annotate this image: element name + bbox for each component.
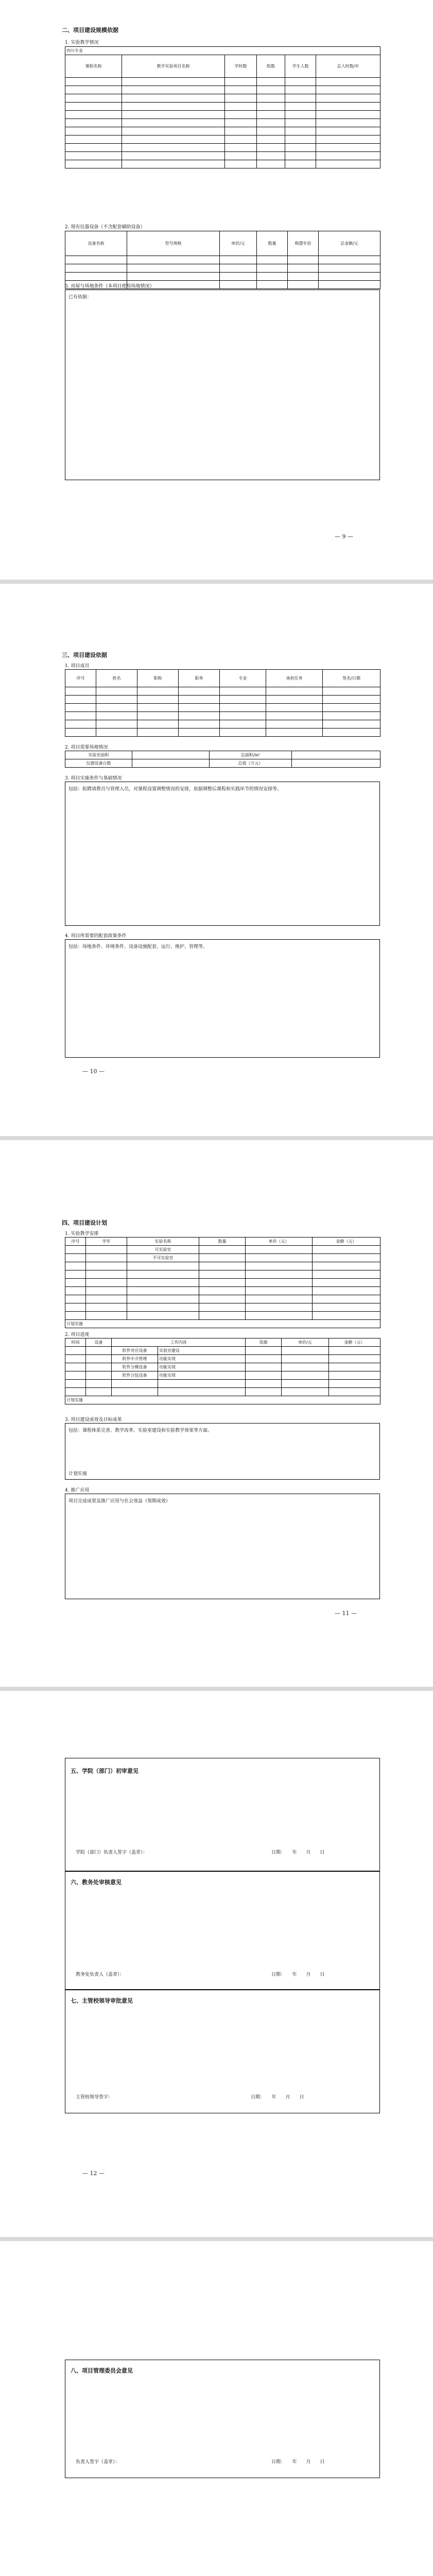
table-row (65, 111, 380, 119)
signature-label: 学院（部门）负责人签字（盖章）： (76, 1850, 148, 1855)
page-10 (0, 584, 433, 1136)
subsection-title: 3. 项目建设成效及目标成果 (65, 1417, 122, 1422)
field-label: 已有依据： (68, 295, 92, 300)
col-header: 承担任务 (266, 670, 323, 687)
page-9 (0, 0, 433, 580)
table-row (65, 94, 380, 103)
date-label: 日期： 年 月 日 (271, 2460, 325, 2465)
col-header: 工作内容 (112, 1338, 246, 1347)
col-header: 设备 (86, 1338, 112, 1347)
section-title: 四、项目建设计划 (62, 1219, 107, 1226)
schedule-table (65, 1338, 380, 1404)
field-label: 总面积/m² (210, 751, 292, 759)
table-row (65, 144, 380, 152)
opinion-title: 七、主管校领导审批意见 (71, 1997, 133, 2004)
col-header: 实验名称 (127, 1238, 199, 1246)
table-row (65, 1295, 380, 1303)
col-header: 数量 (199, 1238, 246, 1246)
table-row (65, 1347, 380, 1355)
row-label: 软件分包设备 (112, 1371, 158, 1380)
table-row (65, 273, 380, 281)
page-separator (0, 2237, 433, 2241)
row-value: 功能实现 (158, 1371, 246, 1380)
col-header: 学时数 (225, 55, 257, 78)
col-header: 学生人数 (285, 55, 316, 78)
opinion-box-committee (65, 2360, 380, 2478)
table-row (65, 712, 380, 720)
table-caption: 四川专业 (65, 47, 380, 55)
table-row (65, 696, 380, 704)
equipment-table (65, 231, 380, 289)
opinion-title: 八、项目管理委员会意见 (71, 2367, 133, 2374)
table-row (65, 728, 380, 737)
col-header: 单价/元 (220, 231, 257, 256)
col-header: 职务 (179, 670, 220, 687)
outcomes-box (65, 1423, 380, 1480)
table-row (65, 135, 380, 144)
page-number: — 10 — (82, 1068, 105, 1075)
policy-box (65, 939, 380, 1058)
col-header: 设备名称 (65, 231, 127, 256)
opinion-box-academic (65, 1871, 380, 1990)
field-hint: 包括：拟聘请教员与管理人员，对课程设置调整情况的安排，依据调整后课程和实践环节的情况安排等。 (68, 787, 282, 792)
signature-label: 主管校领导签字： (76, 2095, 113, 2100)
table-row (65, 704, 380, 712)
table-row (65, 1355, 380, 1363)
members-table (65, 669, 380, 737)
field-hint: 项目完成成果及推广应用与社会效益（预期成效） (68, 1499, 171, 1504)
col-header: 签名/日期 (323, 670, 380, 687)
field-label: 总值（万元） (210, 759, 292, 768)
table-footer: 计划实施 (65, 1396, 380, 1404)
table-row (65, 160, 380, 168)
col-header: 单价（元） (246, 1238, 313, 1246)
signature-label: 教务处负责人（盖章）： (76, 1972, 125, 1977)
table-row (65, 1388, 380, 1396)
table-row (65, 119, 380, 127)
section-title: 三、项目建设依据 (62, 652, 107, 658)
subsection-title: 2. 现有仪器设备（不含配套辅助设备） (65, 225, 145, 230)
table-row (65, 1262, 380, 1270)
page-number: — 11 — (335, 1610, 357, 1617)
table-row (65, 1303, 380, 1312)
row-label: 软件中介管理 (112, 1355, 158, 1363)
col-header: 金额（元） (313, 1238, 380, 1246)
page-number: — 9 — (335, 533, 353, 540)
col-header: 序号 (65, 670, 96, 687)
row-label: 可实验室 (127, 1246, 199, 1254)
opinion-title: 六、教务处审核意见 (71, 1879, 122, 1886)
row-label: 软件分模设备 (112, 1363, 158, 1371)
field-hint: 包括：场地条件、环境条件、设备设施配套、运行、维护、管理等。 (68, 944, 208, 950)
subsection-title: 3. 项目实施条件与基础情况 (65, 776, 122, 781)
page-separator (0, 1687, 433, 1691)
table-row (65, 86, 380, 94)
date-label: 日期： 年 月 日 (271, 1972, 325, 1977)
subsection-title: 4. 推广应用 (65, 1488, 90, 1493)
col-header: 姓名 (96, 670, 137, 687)
table-row (65, 720, 380, 728)
table-row (65, 1380, 380, 1388)
subsection-title: 1. 实验教学情况 (65, 40, 99, 45)
col-header: 教学实验项目名称 (122, 55, 225, 78)
col-header: 组数 (257, 55, 285, 78)
table-row (65, 1287, 380, 1295)
subsection-title: 4. 项目所需要的配套政策条件 (65, 934, 127, 939)
table-row (65, 1363, 380, 1371)
subsection-title: 3. 房屋与场地条件（本项目使用场地情况） (65, 284, 154, 289)
promotion-box (65, 1494, 380, 1599)
date-label: 日期： 年 月 日 (271, 1850, 325, 1855)
table-row (65, 1279, 380, 1287)
col-header: 总金额/元 (319, 231, 380, 256)
table-row (65, 1371, 380, 1380)
row-value: 实验室建设 (158, 1347, 246, 1355)
page-13 (0, 2241, 433, 2576)
table-row (65, 256, 380, 264)
col-header: 单价/元 (282, 1338, 329, 1347)
signature-label: 负责人签字（盖章）： (76, 2460, 120, 2465)
row-value: 功能实现 (158, 1355, 246, 1363)
table-row (65, 687, 380, 696)
field-hint: 包括：课程体系完善、教学改革、实验室建设和实验教学效果等方面。 (68, 1428, 213, 1433)
row-label: 不可实验室 (127, 1254, 199, 1262)
col-header: 序号 (65, 1238, 86, 1246)
table-row (65, 1270, 380, 1279)
col-header: 型号规格 (127, 231, 220, 256)
col-header: 金额（元） (329, 1338, 380, 1347)
table-row (65, 1246, 380, 1254)
opinion-box-college (65, 1758, 380, 1871)
page-11 (0, 1140, 433, 1687)
opinion-title: 五、学院（部门）初审意见 (71, 1768, 138, 1774)
opinion-box-leader (65, 1990, 380, 2113)
table-row (65, 1312, 380, 1320)
page-separator (0, 1136, 433, 1140)
date-label: 日期： 年 月 日 (251, 2095, 304, 2100)
table-row (65, 103, 380, 111)
page-12 (0, 1691, 433, 2237)
col-header: 资源 (246, 1338, 282, 1347)
table-row (65, 78, 380, 86)
col-header: 职称 (137, 670, 179, 687)
box-footer: 计划实施 (68, 1471, 88, 1477)
subsection-title: 2. 项目进度 (65, 1332, 90, 1337)
subsection-title: 1. 实验教学安排 (65, 1231, 99, 1236)
subsection-title: 2. 项目需要场地情况 (65, 745, 108, 750)
col-header: 时间 (65, 1338, 86, 1347)
page-separator (0, 580, 433, 584)
subsection-title: 1. 项目成员 (65, 664, 90, 669)
col-header: 购置年份 (288, 231, 319, 256)
table-row (65, 1254, 380, 1262)
site-conditions-box (65, 290, 380, 480)
col-header: 课程名称 (65, 55, 122, 78)
field-label: 仪器设备台数 (65, 759, 132, 768)
section-title: 二、项目建设规模依据 (62, 27, 118, 33)
table-row (65, 127, 380, 135)
col-header: 总人时数/年 (316, 55, 380, 78)
table-row (65, 152, 380, 160)
site-table (65, 751, 380, 768)
plan-table (65, 1237, 380, 1328)
row-value: 功能实现 (158, 1363, 246, 1371)
col-header: 数量 (257, 231, 288, 256)
field-label: 实验室面积 (65, 751, 132, 759)
col-header: 学年 (86, 1238, 127, 1246)
teaching-table (65, 46, 380, 168)
row-label: 软件对应设备 (112, 1347, 158, 1355)
page-number: — 12 — (82, 2170, 105, 2177)
conditions-box (65, 782, 380, 926)
table-footer: 计划实施 (65, 1320, 380, 1328)
col-header: 专业 (220, 670, 266, 687)
table-row (65, 264, 380, 273)
